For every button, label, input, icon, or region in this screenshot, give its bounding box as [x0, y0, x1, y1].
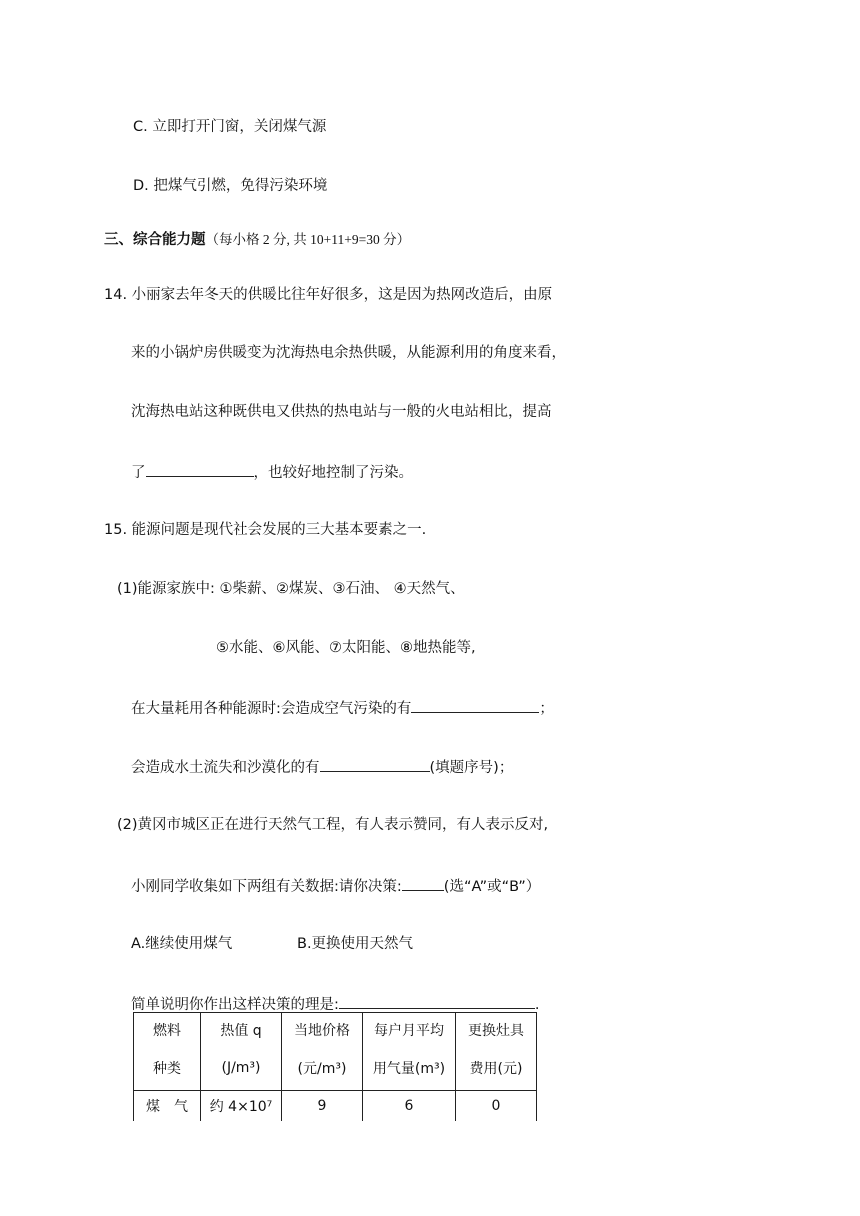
- q15-erosion-blank[interactable]: [320, 756, 430, 772]
- table-header-cell: 种类: [134, 1046, 201, 1091]
- table-cell: 6: [363, 1091, 456, 1122]
- q15-title: 15. 能源问题是现代社会发展的三大基本要素之一.: [104, 522, 427, 538]
- q15-option-b: B.更换使用天然气: [297, 936, 414, 952]
- fuel-comparison-table: [133, 1012, 537, 1121]
- table-cell: 9: [282, 1091, 363, 1122]
- q15-part2-line-1: (2)黄冈市城区正在进行天然气工程，有人表示赞同，有人表示反对,: [117, 817, 549, 833]
- section-3-heading: [104, 230, 410, 250]
- q14-line-4-suffix: ，也较好地控制了污染。: [253, 465, 413, 481]
- table-header-cell: 当地价格: [282, 1013, 363, 1047]
- table-header-cell: (J/m³): [201, 1046, 282, 1091]
- q15-reason-blank[interactable]: [339, 993, 535, 1009]
- table-header-row-top: [134, 1013, 537, 1047]
- q14-line-2: 来的小锅炉房供暖变为沈海热电余热供暖，从能源利用的角度来看，: [131, 345, 566, 361]
- table-header-cell: 用气量(m³): [363, 1046, 456, 1091]
- table-header-cell: 每户月平均: [363, 1013, 456, 1047]
- q14-line-1: 14. 小丽家去年冬天的供暖比往年好很多，这是因为热网改造后，由原: [104, 287, 553, 303]
- table-header-cell: (元/m³): [282, 1046, 363, 1091]
- table-header-cell: 更换灶具: [456, 1013, 537, 1047]
- table-header-row-bottom: [134, 1046, 537, 1091]
- q14-answer-blank[interactable]: [146, 461, 254, 477]
- q15-air-pollution-prefix: 在大量耗用各种能源时:会造成空气污染的有: [131, 701, 412, 717]
- table-row: [134, 1091, 537, 1122]
- q14-line-4: [131, 461, 413, 483]
- section-3-note: （每小格 2 分, 共 10+11+9=30 分）: [205, 232, 411, 247]
- q15-erosion-suffix: (填题序号)；: [429, 760, 514, 776]
- table-cell: 0: [456, 1091, 537, 1122]
- q15-decision-prefix: 小刚同学收集如下两组有关数据:请你决策:: [131, 879, 402, 895]
- q15-part2-line-2: [131, 875, 540, 897]
- option-d: D. 把煤气引燃，免得污染环境: [133, 178, 328, 194]
- q15-part1-line-1: (1)能源家族中: ①柴薪、②煤炭、③石油、 ④天然气、: [117, 581, 465, 597]
- q15-reason-suffix: .: [534, 997, 540, 1013]
- table-header-cell: 燃料: [134, 1013, 201, 1047]
- q15-part1-line-3: [131, 697, 554, 719]
- table-cell: 约 4×10⁷: [201, 1091, 282, 1122]
- q15-erosion-prefix: 会造成水土流失和沙漠化的有: [131, 760, 320, 776]
- q14-line-3: 沈海热电站这种既供电又供热的热电站与一般的火电站相比，提高: [131, 404, 552, 420]
- q15-part1-line-2: ⑤水能、⑥风能、⑦太阳能、⑧地热能等,: [216, 640, 476, 656]
- q15-air-pollution-suffix: ；: [539, 701, 554, 717]
- q15-air-pollution-blank[interactable]: [411, 697, 539, 713]
- q15-option-a: A.继续使用煤气: [131, 936, 233, 952]
- section-3-title: 三、综合能力题: [104, 232, 206, 248]
- q15-reason-prefix: 简单说明你作出这样决策的理是:: [131, 997, 339, 1013]
- q15-part1-line-4: [131, 756, 513, 778]
- q14-line-4-prefix: 了: [131, 465, 146, 481]
- table-cell: 煤 气: [134, 1091, 201, 1122]
- q15-decision-blank[interactable]: [402, 875, 444, 891]
- table-header-cell: 热值 q: [201, 1013, 282, 1047]
- option-c: C. 立即打开门窗，关闭煤气源: [133, 119, 327, 135]
- table-header-cell: 费用(元): [456, 1046, 537, 1091]
- q15-decision-suffix: (选“A”或“B”）: [443, 879, 541, 895]
